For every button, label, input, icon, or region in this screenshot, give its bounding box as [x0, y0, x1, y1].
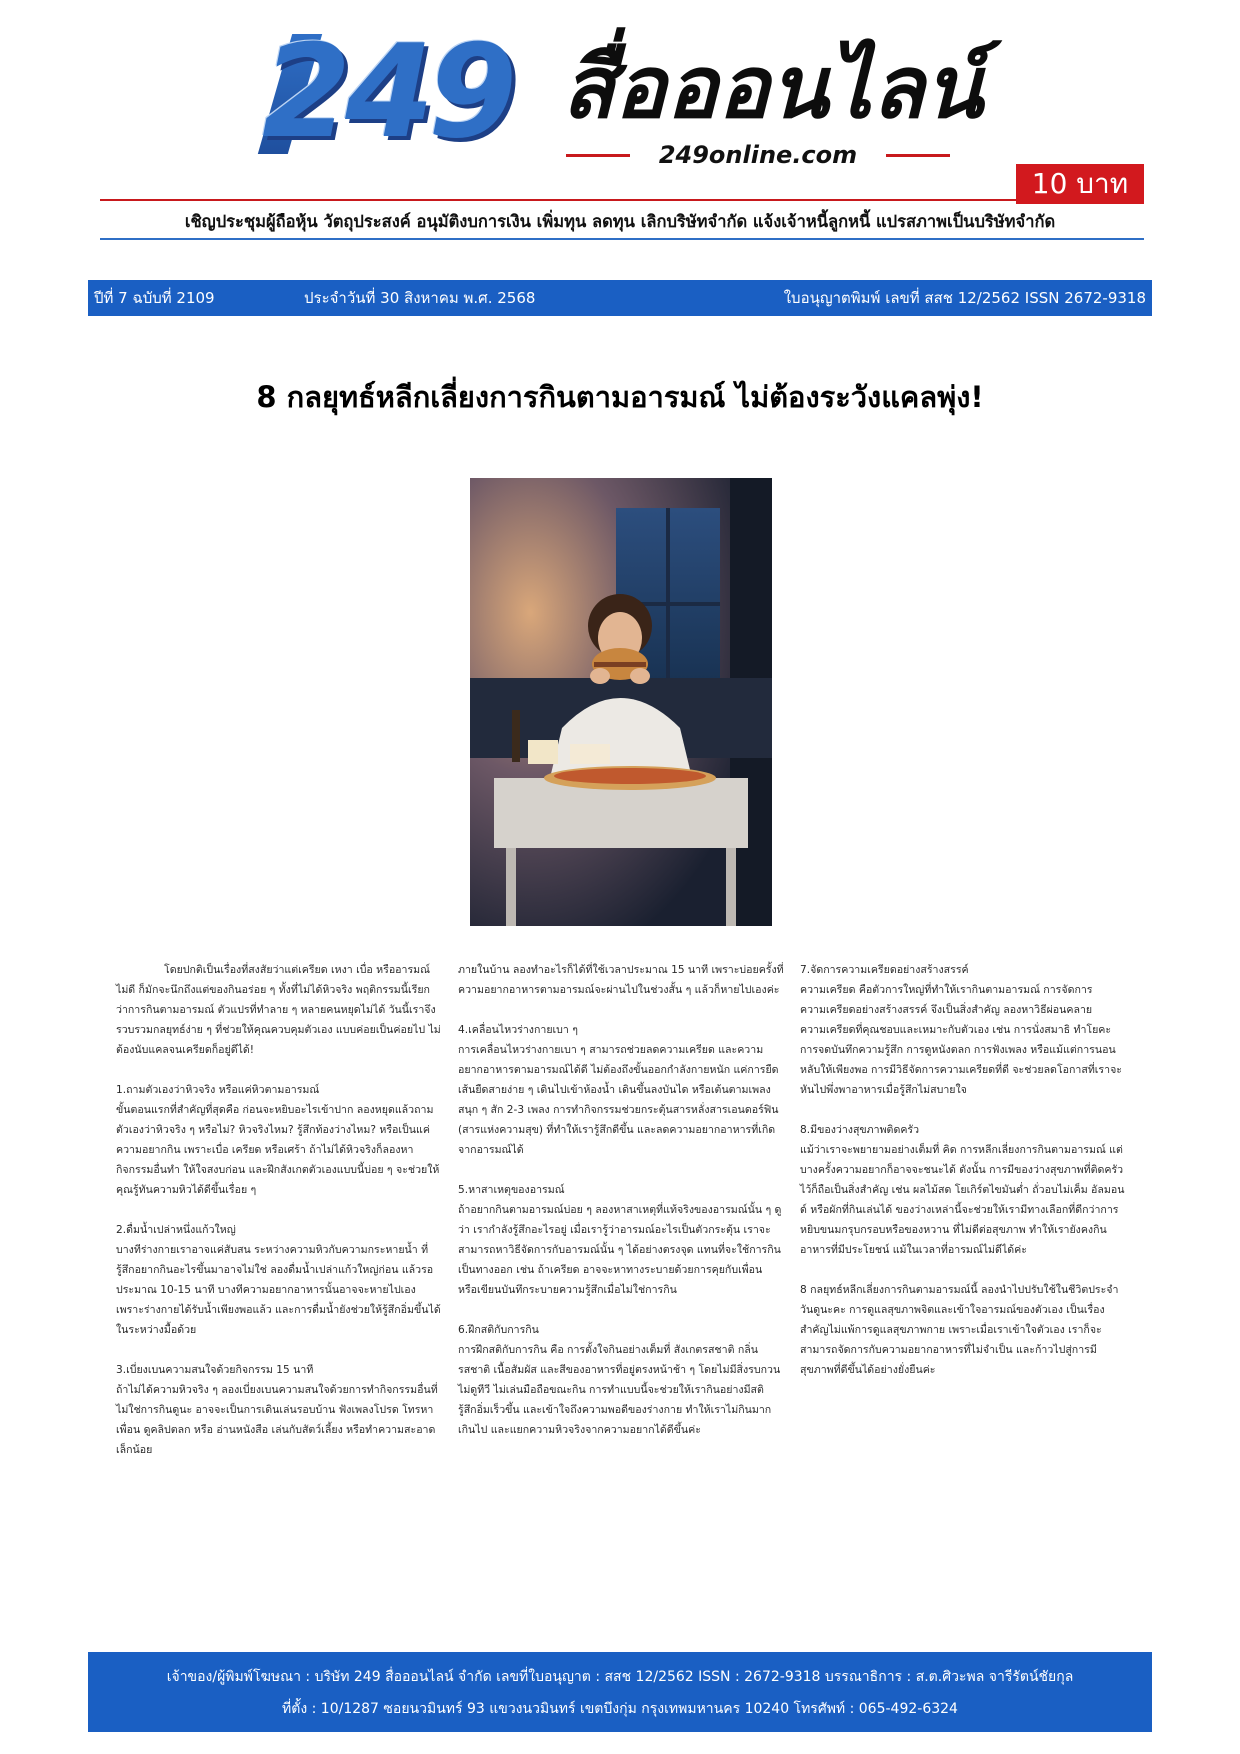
issue-volume: ปีที่ 7 ฉบับที่ 2109	[94, 289, 215, 307]
logo-website: 249online.com	[658, 141, 858, 169]
services-tagline: เชิญประชุมผู้ถือหุ้น วัตถุประสงค์ อนุมัติงบการเงิน เพิ่มทุน ลดทุน เลิกบริษัทจำกัด แจ้งเจ้าหนี้ลูกหนี้ แปรสภาพเป็นบริษัทจำกัด	[184, 212, 1056, 231]
article-intro: โดยปกติเป็นเรื่องที่สงสัยว่าแต่เครียด เหงา เบื่อ หรืออารมณ์ไม่ดี ก็มักจะนึกถึงแต่ของกินอร่อย ๆ ทั้งที่ไม่ได้หิวจริง พฤติกรรมนี้เรียกว่าการกินตามอารมณ์ ตัวแปรที่ทำลาย ๆ หลายคนหยุดไม่ได้ วันนี้เราจึงรวบรวมกลยุทธ์ง่าย ๆ ที่ช่วยให้คุณควบคุมตัวเอง แบบค่อยเป็นค่อยไป ไม่ต้องนับแคลจนเครียดก็อยู่ดีได้!	[116, 964, 441, 1056]
footer-address-line: ที่ตั้ง : 10/1287 ซอยนวมินทร์ 93 แขวงนวมินทร์ เขตบึงกุ่ม กรุงเทพมหานคร 10240 โทรศัพท์ : 065-492-6324	[282, 1701, 958, 1717]
section-body: บางทีร่างกายเราอาจแค่สับสน ระหว่างความหิวกับความกระหายน้ำ ที่รู้สึกอยากกินอะไรขึ้นมาอาจไม่ใช่ ลองดื่มน้ำเปล่าแก้วใหญ่ก่อน แล้วรอประมาณ 10-15 นาที บางทีความอยากอาหารนั้นอาจจะหายไปเอง เพราะร่างกายได้รับน้ำเพียงพอแล้ว และการดื่มน้ำยังช่วยให้รู้สึกอิ่มขึ้นได้ในระหว่างมื้อด้วย	[116, 1244, 441, 1336]
section-title: 1.ถามตัวเองว่าหิวจริง หรือแค่หิวตามอารมณ์	[116, 1084, 320, 1096]
section-body: ถ้าไม่ได้ความหิวจริง ๆ ลองเบี่ยงเบนความสนใจด้วยการทำกิจกรรมอื่นที่ไม่ใช่การกินดูนะ อาจจะเป็นการเดินเล่นรอบบ้าน ฟังเพลงโปรด โทรหาเพื่อน ดูคลิปตลก หรือ อ่านหนังสือ เล่นกับสัตว์เลี้ยง หรือทำความสะอาดเล็กน้อย	[116, 1384, 438, 1456]
article-photo	[470, 478, 772, 926]
issue-info-bar	[88, 280, 1152, 316]
publisher-footer	[88, 1652, 1152, 1732]
logo-rule-left	[566, 154, 630, 157]
section-title: 4.เคลื่อนไหวร่างกายเบา ๆ	[458, 1024, 578, 1036]
section-body: การฝึกสติกับการกิน คือ การตั้งใจกินอย่างเต็มที่ สังเกตรสชาติ กลิ่น รสชาติ เนื้อสัมผัส และสีของอาหารที่อยู่ตรงหน้าช้า ๆ โดยไม่มีสิ่งรบกวน ไม่ดูทีวี ไม่เล่นมือถือขณะกิน การทำแบบนี้จะช่วยให้เรากินอย่างมีสติ รู้สึกอิ่มเร็วขึ้น และเข้าใจถึงความพอดีของร่างกาย ทำให้เราไม่กินมากเกินไป และแยกความหิวจริงจากความอยากได้ดีขึ้นค่ะ	[458, 1344, 781, 1436]
section-body: ขั้นตอนแรกที่สำคัญที่สุดคือ ก่อนจะหยิบอะไรเข้าปาก ลองหยุดแล้วถามตัวเองว่าหิวจริง ๆ หรือไม่? หิวจริงไหม? รู้สึกท้องว่างไหม? หรือเป็นแค่ความอยากกิน เพราะเบื่อ เครียด หรือเศร้า ถ้าไม่ได้หิวจริงก็ลองหากิจกรรมอื่นทำ ให้ใจสงบก่อน และฝึกสังเกตตัวเองแบบนี้บ่อย ๆ จะช่วยให้คุณรู้ทันความหิวได้ดีขึ้นเรื่อย ๆ	[116, 1104, 440, 1196]
footer-owner-line: เจ้าของ/ผู้พิมพ์โฆษณา : บริษัท 249 สื่อออนไลน์ จำกัด เลขที่ใบอนุญาต : สสช 12/2562 ISSN : 2672-9318 บรรณาธิการ : ส.ต.ศิวะพล จารีรัตน์ชัยกุล	[166, 1669, 1074, 1685]
photo-woman-eating-burger-icon	[470, 478, 772, 926]
section-title: 2.ดื่มน้ำเปล่าหนึ่งแก้วใหญ่	[116, 1224, 236, 1236]
logo-name: สื่อออนไลน์	[562, 38, 983, 138]
masthead-blue-rule	[100, 238, 1144, 240]
section-body: ถ้าอยากกินตามอารมณ์บ่อย ๆ ลองหาสาเหตุที่แท้จริงของอารมณ์นั้น ๆ ดูว่า เรากำลังรู้สึกอะไรอยู่ เมื่อเรารู้ว่าอารมณ์อะไรเป็นตัวกระตุ้น เราจะสามารถหาวิธีจัดการกับอารมณ์นั้น ๆ ได้อย่างตรงจุด แทนที่จะใช้การกินเป็นทางออก เช่น ถ้าเครียด อาจจะหาทางระบายด้วยการคุยกับเพื่อน หรือเขียนบันทึกระบายความรู้สึกเมื่อไม่ใช่การกิน	[458, 1204, 782, 1296]
article-column-1	[116, 960, 442, 1480]
section-title: 5.หาสาเหตุของอารมณ์	[458, 1184, 565, 1196]
issue-date: ประจำวันที่ 30 สิงหาคม พ.ศ. 2568	[304, 289, 536, 307]
section-body: ความเครียด คือตัวการใหญ่ที่ทำให้เรากินตามอารมณ์ การจัดการความเครียดอย่างสร้างสรรค์ จึงเป็นสิ่งสำคัญ ลองหาวิธีผ่อนคลายความเครียดที่คุณชอบและเหมาะกับตัวเอง เช่น การนั่งสมาธิ ทำโยคะ การจดบันทึกความรู้สึก การดูหนังตลก การฟังเพลง หรือแม้แต่การนอนหลับให้เพียงพอ การมีวิธีจัดการความเครียดที่ดี จะช่วยลดโอกาสที่เราจะหันไปพึ่งพาอาหารเมื่อรู้สึกไม่สบายใจ	[800, 984, 1122, 1096]
section-title: 7.จัดการความเครียดอย่างสร้างสรรค์	[800, 964, 969, 976]
article-summary: 8 กลยุทธ์หลีกเลี่ยงการกินตามอารมณ์นี้ ลองนำไปปรับใช้ในชีวิตประจำวันดูนะคะ การดูแลสุขภาพจิตและเข้าใจอารมณ์ของตัวเอง เป็นเรื่องสำคัญไม่แพ้การดูแลสุขภาพกาย เพราะเมื่อเราเข้าใจตัวเอง เราก็จะสามารถจัดการกับความอยากอาหารที่ไม่จำเป็น และก้าวไปสู่การมีสุขภาพที่ดีขึ้นได้อย่างยั่งยืนค่ะ	[800, 1284, 1119, 1376]
article-headline: 8 กลยุทธ์หลีกเลี่ยงการกินตามอารมณ์ ไม่ต้องระวังแคลพุ่ง!	[256, 380, 984, 414]
article-column-2	[458, 960, 784, 1460]
logo-number: 249	[262, 18, 512, 167]
section-body: ภายในบ้าน ลองทำอะไรก็ได้ที่ใช้เวลาประมาณ 15 นาที เพราะบ่อยครั้งที่ความอยากอาหารตามอารมณ์จะผ่านไปในช่วงสั้น ๆ แล้วก็หายไปเองค่ะ	[458, 964, 784, 996]
section-title: 3.เบี่ยงเบนความสนใจด้วยกิจกรรม 15 นาที	[116, 1364, 314, 1376]
logo-rule-right	[886, 154, 950, 157]
article-column-3	[800, 960, 1126, 1400]
price-badge: 10 บาท	[1016, 164, 1144, 204]
issue-license: ใบอนุญาตพิมพ์ เลขที่ สสช 12/2562 ISSN 2672-9318	[783, 289, 1146, 307]
masthead-red-rule	[100, 199, 1016, 201]
section-body: แม้ว่าเราจะพยายามอย่างเต็มที่ คิด การหลีกเลี่ยงการกินตามอารมณ์ แต่บางครั้งความอยากก็อาจจะชนะได้ ดังนั้น การมีของว่างสุขภาพที่ติดครัวไว้ก็ถือเป็นสิ่งสำคัญ เช่น ผลไม้สด โยเกิร์ตไขมันต่ำ ถั่วอบไม่เค็ม อัลมอนด์ หรือผักที่กินเล่นได้ ของว่างเหล่านี้จะช่วยให้เรามีทางเลือกที่ดีกว่าการหยิบขนมกรุบกรอบหรือของหวาน ที่ไม่ดีต่อสุขภาพ ทำให้เรายังคงกินอาหารที่มีประโยชน์ แม้ในเวลาที่อารมณ์ไม่ดีได้ค่ะ	[800, 1144, 1125, 1256]
section-title: 6.ฝึกสติกับการกิน	[458, 1324, 539, 1336]
section-title: 8.มีของว่างสุขภาพติดครัว	[800, 1124, 920, 1136]
section-body: การเคลื่อนไหวร่างกายเบา ๆ สามารถช่วยลดความเครียด และความอยากอาหารตามอารมณ์ได้ดี ไม่ต้องถึงขั้นออกกำลังกายหนัก แค่การยืดเส้นยืดสายง่าย ๆ เดินไปเข้าห้องน้ำ เดินขึ้นลงบันได หรือเต้นตามเพลงสนุก ๆ สัก 2-3 เพลง การทำกิจกรรมช่วยกระตุ้นสารหลั่งสารเอนดอร์ฟิน (สารแห่งความสุข) ที่ทำให้เรารู้สึกดีขึ้น และลดความอยากอาหารที่เกิดจากอารมณ์ได้	[458, 1044, 779, 1156]
